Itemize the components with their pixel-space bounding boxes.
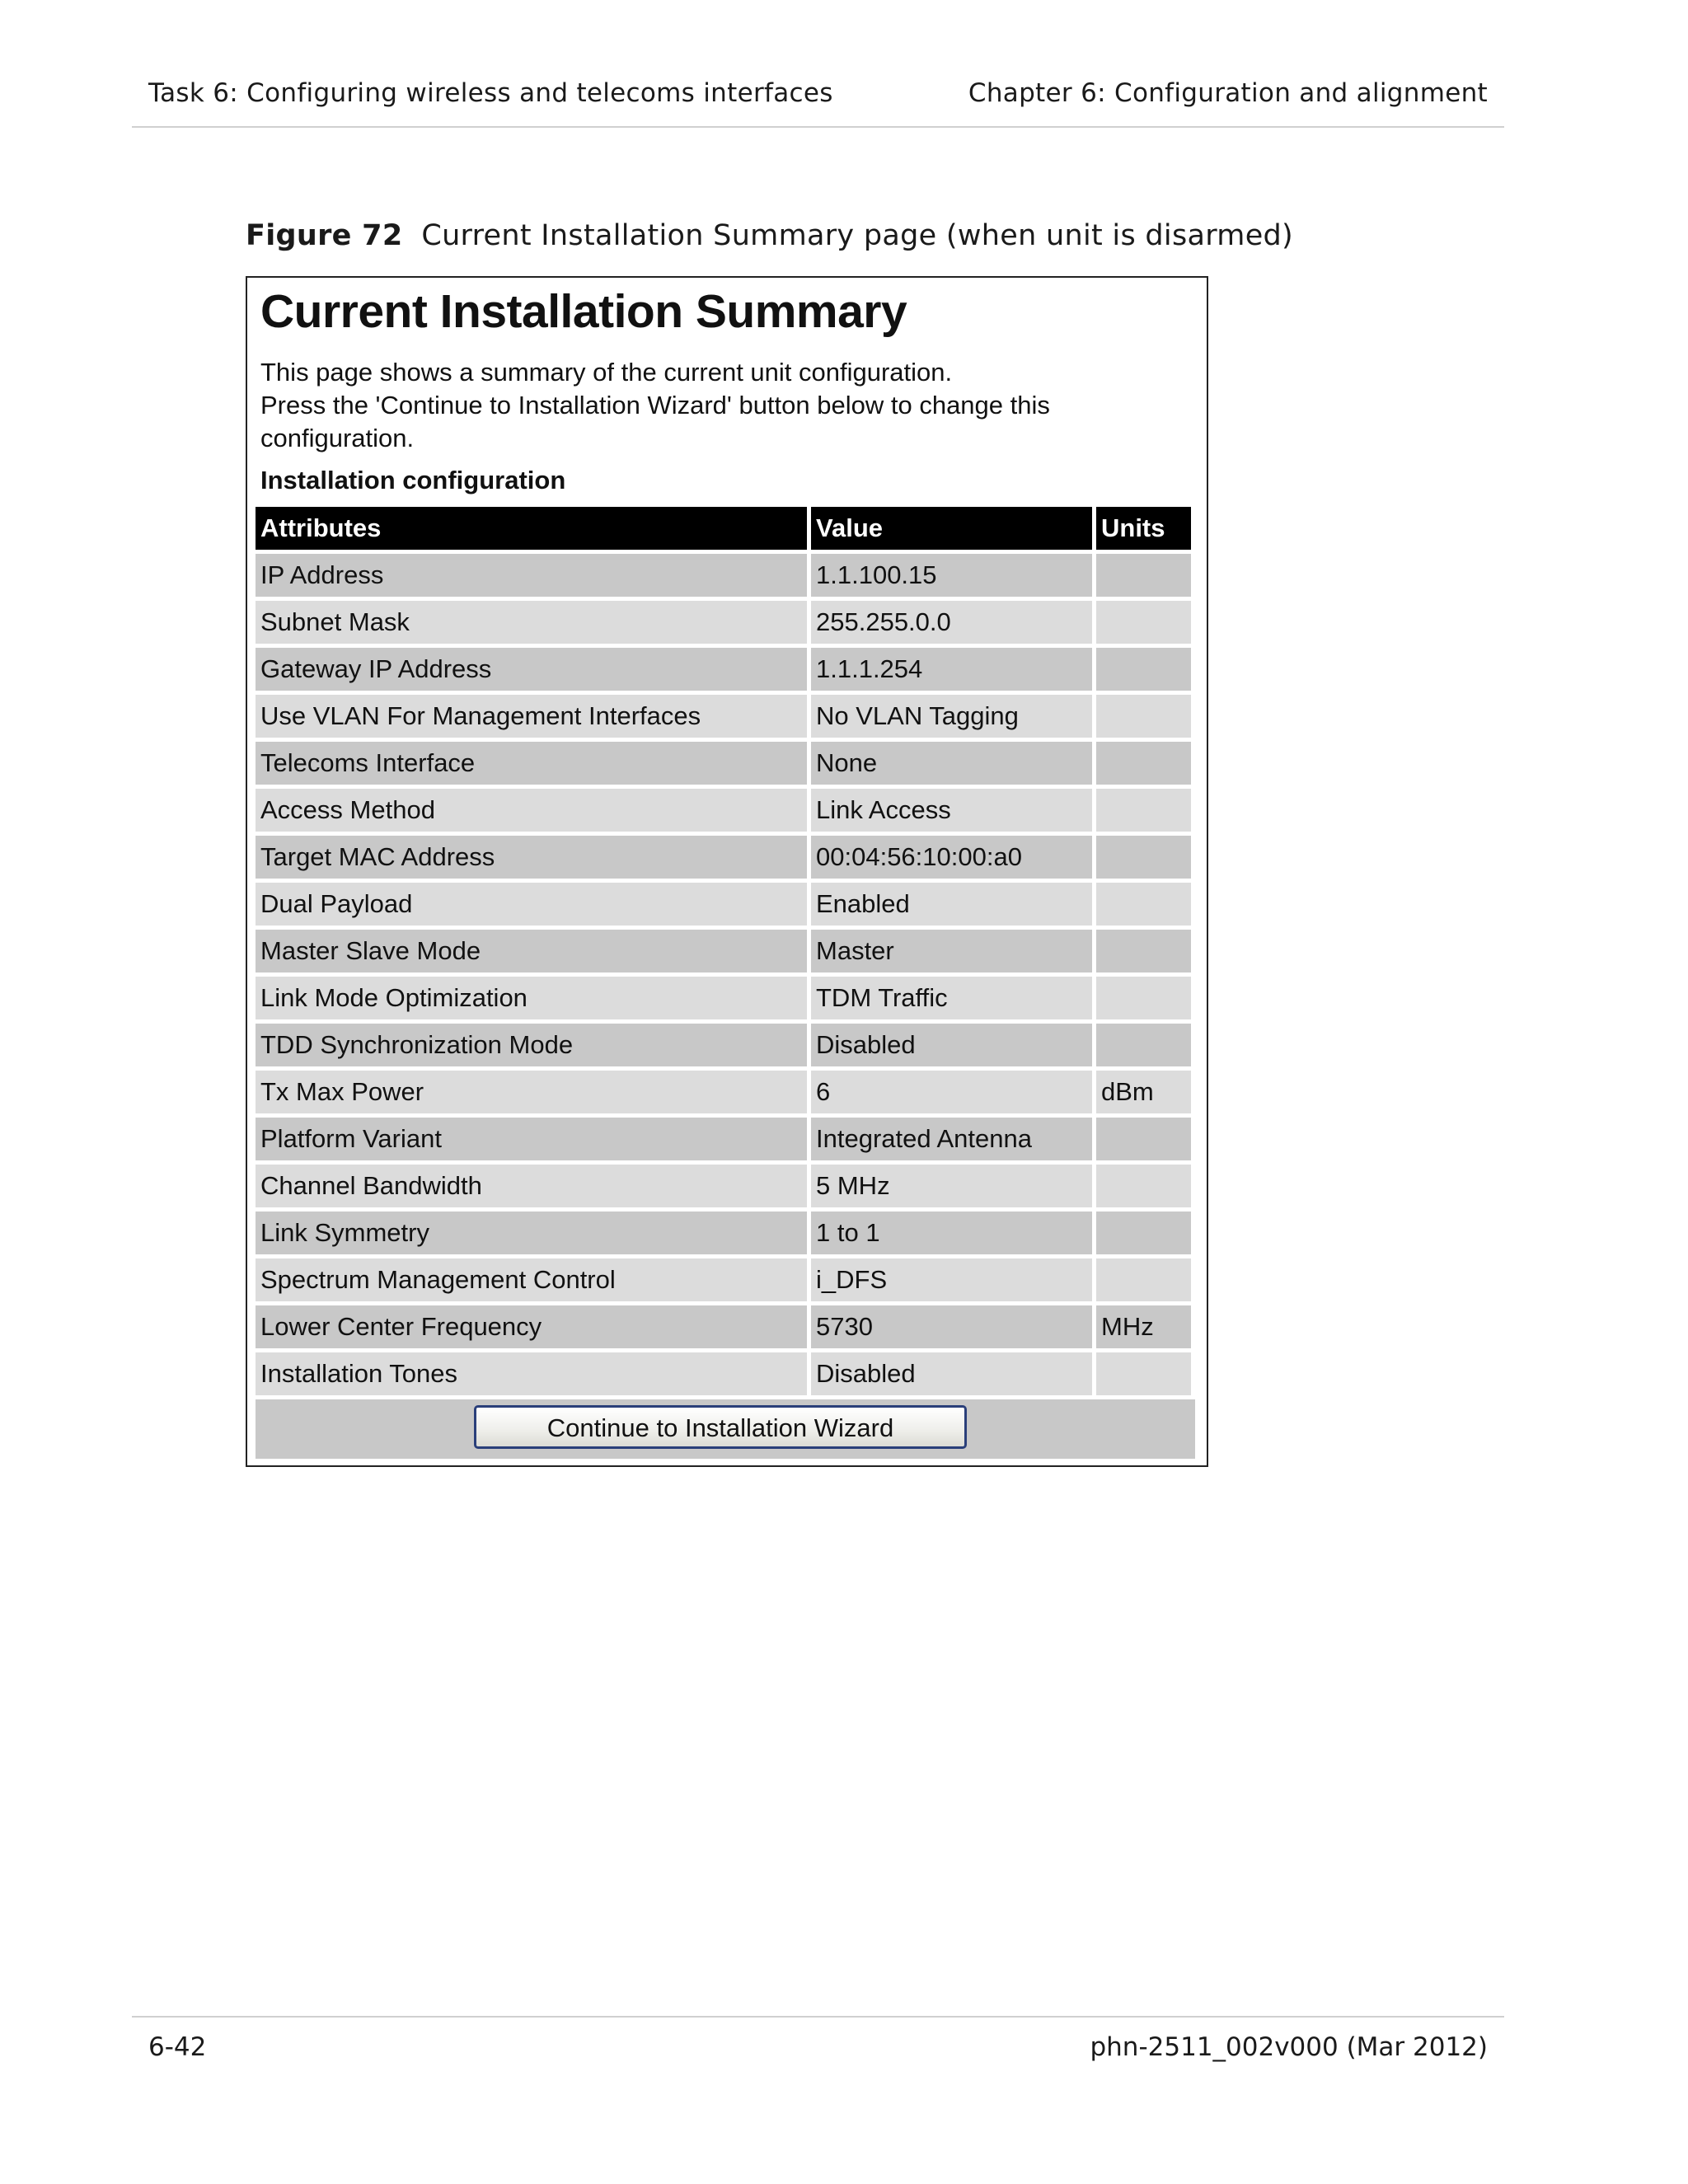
- value-cell: No VLAN Tagging: [811, 695, 1092, 738]
- table-row: [256, 930, 1195, 972]
- document-id: phn-2511_002v000 (Mar 2012): [1090, 2032, 1488, 2062]
- units-cell: [1096, 930, 1191, 972]
- page-number: 6-42: [148, 2032, 207, 2062]
- units-cell: [1096, 1258, 1191, 1301]
- units-cell: [1096, 1352, 1191, 1395]
- value-cell: 00:04:56:10:00:a0: [811, 836, 1092, 879]
- value-cell: None: [811, 742, 1092, 785]
- installation-configuration-table: [256, 507, 1195, 1459]
- attribute-cell: Link Mode Optimization: [256, 977, 807, 1019]
- attribute-cell: Channel Bandwidth: [256, 1165, 807, 1207]
- value-cell: i_DFS: [811, 1258, 1092, 1301]
- table-row: [256, 1024, 1195, 1066]
- units-cell: [1096, 695, 1191, 738]
- units-cell: [1096, 742, 1191, 785]
- column-header-units: Units: [1096, 507, 1191, 550]
- units-cell: [1096, 883, 1191, 926]
- attribute-cell: Platform Variant: [256, 1118, 807, 1160]
- attribute-cell: TDD Synchronization Mode: [256, 1024, 807, 1066]
- installation-summary-screenshot: [246, 276, 1208, 1467]
- value-cell: 6: [811, 1071, 1092, 1113]
- table-row: [256, 1212, 1195, 1254]
- table-row: [256, 1165, 1195, 1207]
- page-title: Current Installation Summary: [260, 285, 907, 338]
- running-footer: [132, 2016, 1504, 2083]
- units-cell: [1096, 1024, 1191, 1066]
- header-chapter-title: Chapter 6: Configuration and alignment: [968, 78, 1488, 108]
- units-cell: MHz: [1096, 1305, 1191, 1348]
- table-row: [256, 554, 1195, 597]
- section-heading: Installation configuration: [260, 466, 566, 494]
- units-cell: [1096, 1118, 1191, 1160]
- attribute-cell: Access Method: [256, 789, 807, 832]
- units-cell: dBm: [1096, 1071, 1191, 1113]
- table-row: [256, 1118, 1195, 1160]
- table-row: [256, 648, 1195, 691]
- attribute-cell: Target MAC Address: [256, 836, 807, 879]
- attribute-cell: Subnet Mask: [256, 601, 807, 644]
- value-cell: 255.255.0.0: [811, 601, 1092, 644]
- figure-label: Figure 72: [246, 219, 403, 252]
- value-cell: 1 to 1: [811, 1212, 1092, 1254]
- value-cell: 1.1.1.254: [811, 648, 1092, 691]
- value-cell: Disabled: [811, 1352, 1092, 1395]
- units-cell: [1096, 1212, 1191, 1254]
- value-cell: Master: [811, 930, 1092, 972]
- value-cell: 5730: [811, 1305, 1092, 1348]
- table-row: [256, 695, 1195, 738]
- attribute-cell: Telecoms Interface: [256, 742, 807, 785]
- intro-line-2: Press the 'Continue to Installation Wizard' button below to change this configuration.: [260, 391, 1050, 452]
- value-cell: Link Access: [811, 789, 1092, 832]
- value-cell: Integrated Antenna: [811, 1118, 1092, 1160]
- attribute-cell: Installation Tones: [256, 1352, 807, 1395]
- running-header: [132, 0, 1504, 128]
- table-row: [256, 789, 1195, 832]
- header-section-title: Task 6: Configuring wireless and telecoms interfaces: [148, 78, 833, 108]
- units-cell: [1096, 977, 1191, 1019]
- table-row: [256, 836, 1195, 879]
- attribute-cell: Spectrum Management Control: [256, 1258, 807, 1301]
- figure-caption: [246, 219, 1293, 252]
- intro-text: [260, 356, 1167, 455]
- units-cell: [1096, 789, 1191, 832]
- attribute-cell: Lower Center Frequency: [256, 1305, 807, 1348]
- units-cell: [1096, 1165, 1191, 1207]
- table-body: [256, 554, 1195, 1395]
- units-cell: [1096, 554, 1191, 597]
- table-row: [256, 1352, 1195, 1395]
- button-row: [256, 1399, 1195, 1459]
- table-row: [256, 1258, 1195, 1301]
- units-cell: [1096, 836, 1191, 879]
- units-cell: [1096, 648, 1191, 691]
- continue-to-installation-wizard-button[interactable]: Continue to Installation Wizard: [474, 1405, 967, 1449]
- figure-title: Current Installation Summary page (when unit is disarmed): [421, 219, 1294, 252]
- attribute-cell: Gateway IP Address: [256, 648, 807, 691]
- table-header-row: [256, 507, 1195, 550]
- units-cell: [1096, 601, 1191, 644]
- table-row: [256, 742, 1195, 785]
- table-row: [256, 977, 1195, 1019]
- value-cell: Disabled: [811, 1024, 1092, 1066]
- attribute-cell: Link Symmetry: [256, 1212, 807, 1254]
- attribute-cell: Tx Max Power: [256, 1071, 807, 1113]
- attribute-cell: IP Address: [256, 554, 807, 597]
- attribute-cell: Use VLAN For Management Interfaces: [256, 695, 807, 738]
- value-cell: 1.1.100.15: [811, 554, 1092, 597]
- attribute-cell: Master Slave Mode: [256, 930, 807, 972]
- column-header-value: Value: [811, 507, 1092, 550]
- intro-line-1: This page shows a summary of the current unit configuration.: [260, 358, 953, 387]
- attribute-cell: Dual Payload: [256, 883, 807, 926]
- table-row: [256, 1305, 1195, 1348]
- table-row: [256, 601, 1195, 644]
- value-cell: TDM Traffic: [811, 977, 1092, 1019]
- column-header-attributes: Attributes: [256, 507, 807, 550]
- table-row: [256, 1071, 1195, 1113]
- value-cell: Enabled: [811, 883, 1092, 926]
- table-row: [256, 883, 1195, 926]
- value-cell: 5 MHz: [811, 1165, 1092, 1207]
